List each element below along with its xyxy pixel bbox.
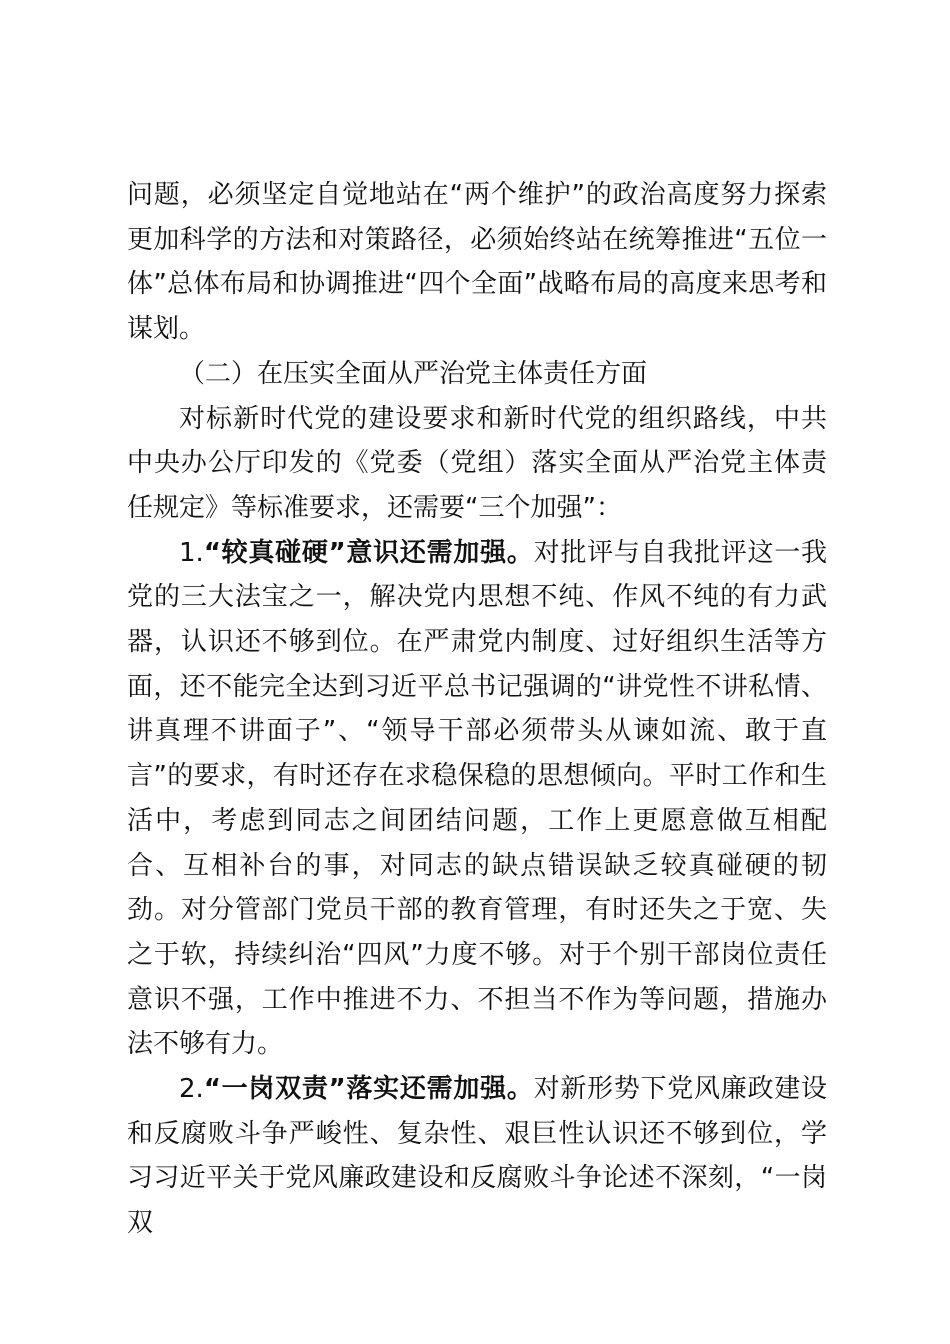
list-item-2 bbox=[127, 1067, 827, 1246]
paragraph-continuation: 问题，必须坚定自觉地站在“两个维护”的政治高度努力探索更加科学的方法和对策路径，必须始终站在统筹推进“五位一体”总体布局和协调推进“四个全面”战略布局的高度来思考和谋划。 bbox=[127, 180, 827, 345]
document-body bbox=[127, 173, 827, 1246]
list-item-1 bbox=[127, 531, 827, 1067]
paragraph-intro: 对标新时代党的建设要求和新时代党的组织路线，中共中央办公厅印发的《党委（党组）落实全面从严治党主体责任规定》等标准要求，还需要“三个加强”： bbox=[127, 403, 827, 523]
item-number: 2. bbox=[179, 1074, 204, 1105]
item-body: 对新形势下党风廉政建设和反腐败斗争严峻性、复杂性、艰巨性认识还不够到位，学习习近平关于党风廉政建设和反腐败斗争论述不深刻，“一岗双 bbox=[127, 1074, 827, 1239]
item-body: 对批评与自我批评这一我党的三大法宝之一，解决党内思想不纯、作风不纯的有力武器，认识还不够到位。在严肃党内制度、过好组织生活等方面，还不能完全达到习近平总书记强调的“讲党性不讲私情、讲真理不讲面子”、“领导干部必须带头从谏如流、敢于直言”的要求，有时还存在求稳保稳的思想倾向。平时工作和生活中，考虑到同志之间团结问题，工作上更愿意做互相配合、互相补台的事，对同志的缺点错误缺乏较真碰硬的韧劲。对分管部门党员干部的教育管理，有时还失之于宽、失之于软，持续纠治“四风”力度不够。对于个别干部岗位责任意识不强，工作中推进不力、不担当不作为等问题，措施办法不够有力。 bbox=[127, 537, 827, 1060]
item-title: “一岗双责”落实还需加强。 bbox=[203, 1074, 534, 1105]
section-heading: （二）在压实全面从严治党主体责任方面 bbox=[179, 358, 648, 389]
item-title: “较真碰硬”意识还需加强。 bbox=[203, 537, 534, 568]
item-number: 1. bbox=[179, 537, 204, 568]
